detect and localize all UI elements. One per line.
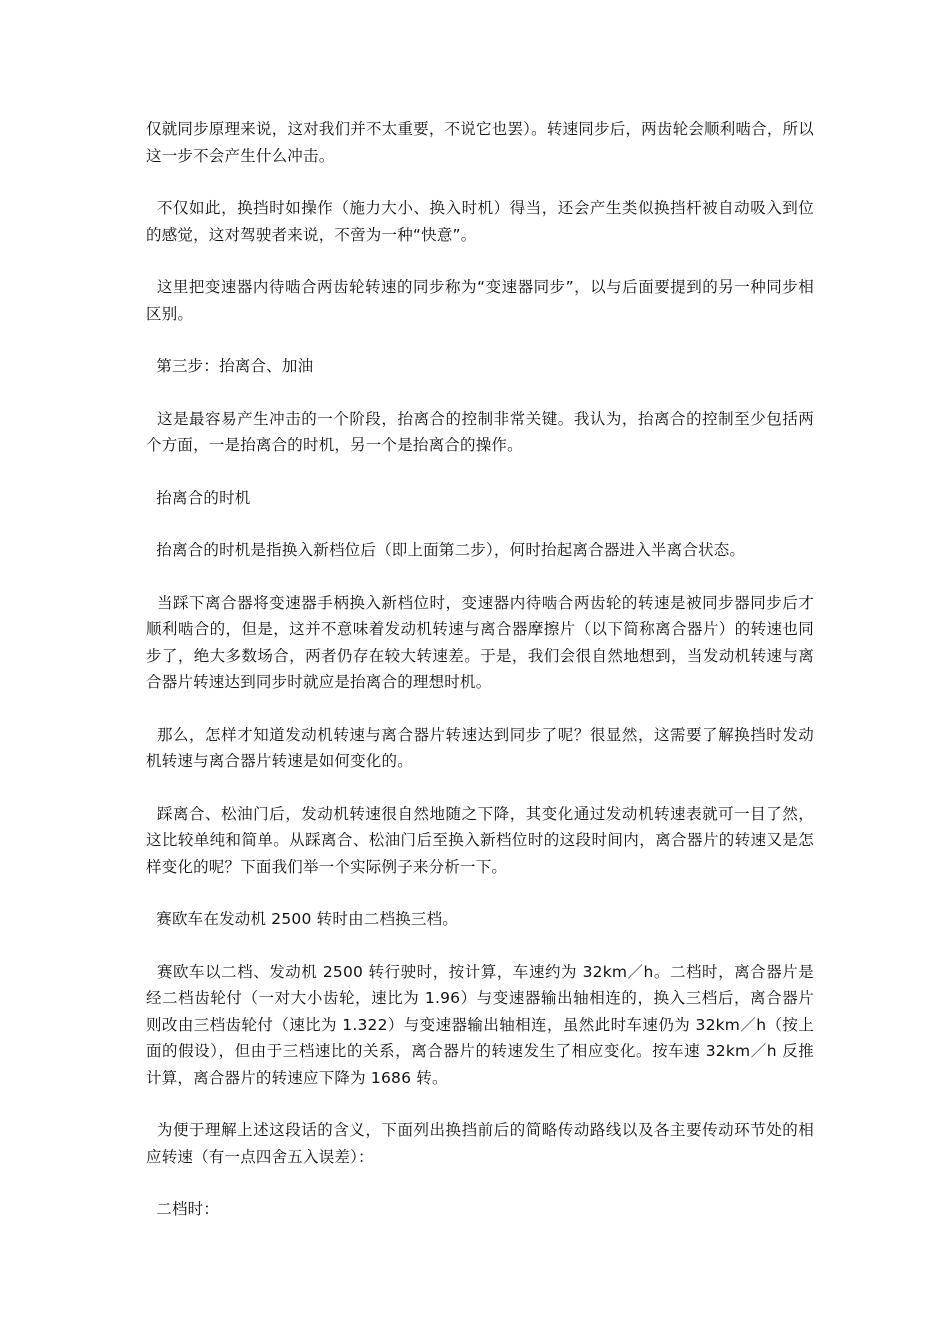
- paragraph-clutch-timing-definition: 抬离合的时机是指换入新档位后（即上面第二步），何时抬起离合器进入半离合状态。: [146, 541, 746, 559]
- paragraph-transmission-route-intro: 为便于理解上述这段话的含义，下面列出换挡前后的简略传动路线以及各主要传动环节处的相应转速（有一点四舍五入误差）：: [146, 1121, 815, 1166]
- paragraph-how-to-know-sync: 那么，怎样才知道发动机转速与离合器片转速达到同步了呢？很显然，这需要了解换挡时发动机转速与离合器片转速是如何变化的。: [146, 725, 815, 770]
- document-body: [146, 116, 814, 1249]
- paragraph-example-calculation: 赛欧车以二档、发动机 2500 转行驶时，按计算，车速约为 32km／h。二档时，离合器片是经二档齿轮付（一对大小齿轮，速比为 1.96）与变速器输出轴相连的，换入三档后，离合器片则改由三档齿轮付（速比为 1.322）与变速器输出轴相连，虽然此时车速仍为 32km／h（按上面的假设），但由于三档速比的关系，离合器片的转速发生了相应变化。按车速 32km／h 反推计算，离合器片的转速应下降为 1686 转。: [146, 962, 814, 1087]
- paragraph-shift-feeling: 不仅如此，换挡时如操作（施力大小、换入时机）得当，还会产生类似换挡杆被自动吸入到位的感觉，这对驾驶者来说，不啻为一种“快意”。: [146, 199, 815, 244]
- paragraph-sync-principle: 仅就同步原理来说，这对我们并不太重要，不说它也罢）。转速同步后，两齿轮会顺利啮合，所以这一步不会产生什么冲击。: [146, 120, 814, 165]
- paragraph-clutch-control: 这是最容易产生冲击的一个阶段，抬离合的控制非常关键。我认为，抬离合的控制至少包括两个方面，一是抬离合的时机，另一个是抬离合的操作。: [146, 409, 815, 454]
- paragraph-clutch-timing-heading: 抬离合的时机: [146, 488, 251, 507]
- paragraph-speed-difference: 当踩下离合器将变速器手柄换入新档位时，变速器内待啮合两齿轮的转速是被同步器同步后才顺利啮合的，但是，这并不意味着发动机转速与离合器摩擦片（以下简称离合器片）的转速也同步了，绝大多数场合，两者仍存在较大转速差。于是，我们会很自然地想到，当发动机转速与离合器片转速达到同步时就应是抬离合的理想时机。: [146, 593, 815, 691]
- paragraph-second-gear-label: 二档时：: [146, 1200, 220, 1218]
- paragraph-rpm-change: 踩离合、松油门后，发动机转速很自然地随之下降，其变化通过发动机转速表就可一目了然，这比较单纯和简单。从踩离合、松油门后至换入新档位时的这段时间内，离合器片的转速又是怎样变化的呢？下面我们举一个实际例子来分析一下。: [146, 804, 815, 876]
- paragraph-transmission-sync: 这里把变速器内待啮合两齿轮转速的同步称为“变速器同步”，以与后面要提到的另一种同步相区别。: [146, 278, 814, 323]
- paragraph-step-three-heading: 第三步：抬离合、加油: [146, 357, 314, 375]
- paragraph-example-intro: 赛欧车在发动机 2500 转时由二档换三档。: [146, 910, 458, 928]
